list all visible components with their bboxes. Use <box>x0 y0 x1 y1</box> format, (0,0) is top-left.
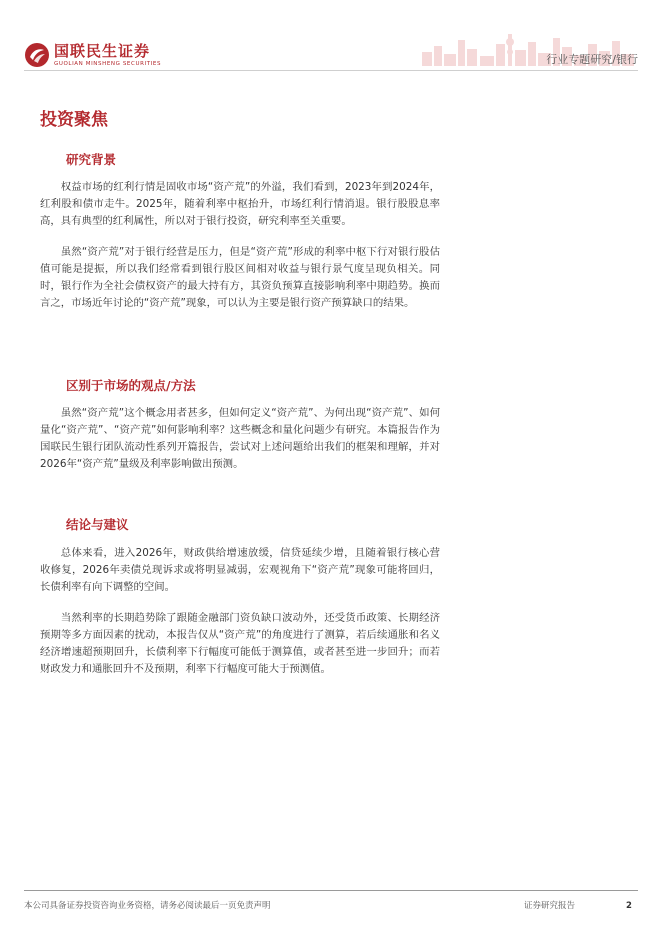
page-number: 2 <box>626 901 632 911</box>
footer-report-type: 证券研究报告 <box>524 901 576 911</box>
logo-name-en: GUOLIAN MINSHENG SECURITIES <box>54 60 162 67</box>
paragraph-differentiation: 虽然“资产荒”这个概念用者甚多，但如何定义“资产荒”、为何出现“资产荒”、如何量化“资产荒”、“资产荒”如何影响利率？这些概念和量化问题少有研究。本篇报告作为国联民生银行团队流动性系列开篇报告，尝试对上述问题给出我们的框架和理解，并对2026年“资产荒”量级及利率影响做出预测。 <box>40 407 440 470</box>
footer-disclaimer: 本公司具备证券投资咨询业务资格，请务必阅读最后一页免责声明 <box>24 901 271 911</box>
footer-divider <box>24 890 638 891</box>
paragraph-conclusion-2: 当然利率的长期趋势除了跟随金融部门资负缺口波动外，还受货币政策、长期经济预期等多方面因素的扰动，本报告仅从“资产荒”的角度进行了测算，若后续通胀和名义经济增速超预期回升，长债利率下行幅度可能低于测算值，或者甚至进一步回升；而若财政发力和通胀回升不及预期，利率下行幅度可能大于预测值。 <box>40 612 440 675</box>
logo-icon <box>24 42 50 68</box>
page-header <box>0 0 662 74</box>
paragraph-background-2: 虽然“资产荒”对于银行经营是压力，但是“资产荒”形成的利率中枢下行对银行股估值可能是提振，所以我们经常看到银行股区间相对收益与银行景气度呈现负相关。同时，银行作为全社会债权资产的最大持有方，其资负预算直接影响利率中期趋势。换而言之，市场近年讨论的“资产荒”现象，可以认为主要是银行资产预算缺口的结果。 <box>40 246 440 309</box>
paragraph-conclusion-1: 总体来看，进入2026年，财政供给增速放缓，信贷延续少增，且随着银行核心营收修复，2026年卖债兑现诉求或将明显减弱，宏观视角下“资产荒”现象可能将回归，长债利率有向下调整的空间。 <box>40 547 440 593</box>
section-heading-conclusion: 结论与建议 <box>66 517 129 532</box>
page-title: 投资聚焦 <box>40 110 108 130</box>
section-heading-background: 研究背景 <box>66 152 117 167</box>
logo-name-cn: 国联民生证券 <box>54 41 151 60</box>
section-heading-differentiation: 区别于市场的观点/方法 <box>66 378 196 393</box>
report-category: 行业专题研究/银行 <box>546 53 638 66</box>
header-divider <box>24 70 638 71</box>
company-logo <box>24 42 161 68</box>
paragraph-background-1: 权益市场的红利行情是固收市场“资产荒”的外溢，我们看到，2023年到2024年，红利股和债市走牛。2025年，随着利率中枢抬升，市场红利行情消退。银行股股息率高，具有典型的红利属性，所以对于银行投资，研究利率至关重要。 <box>40 181 440 227</box>
